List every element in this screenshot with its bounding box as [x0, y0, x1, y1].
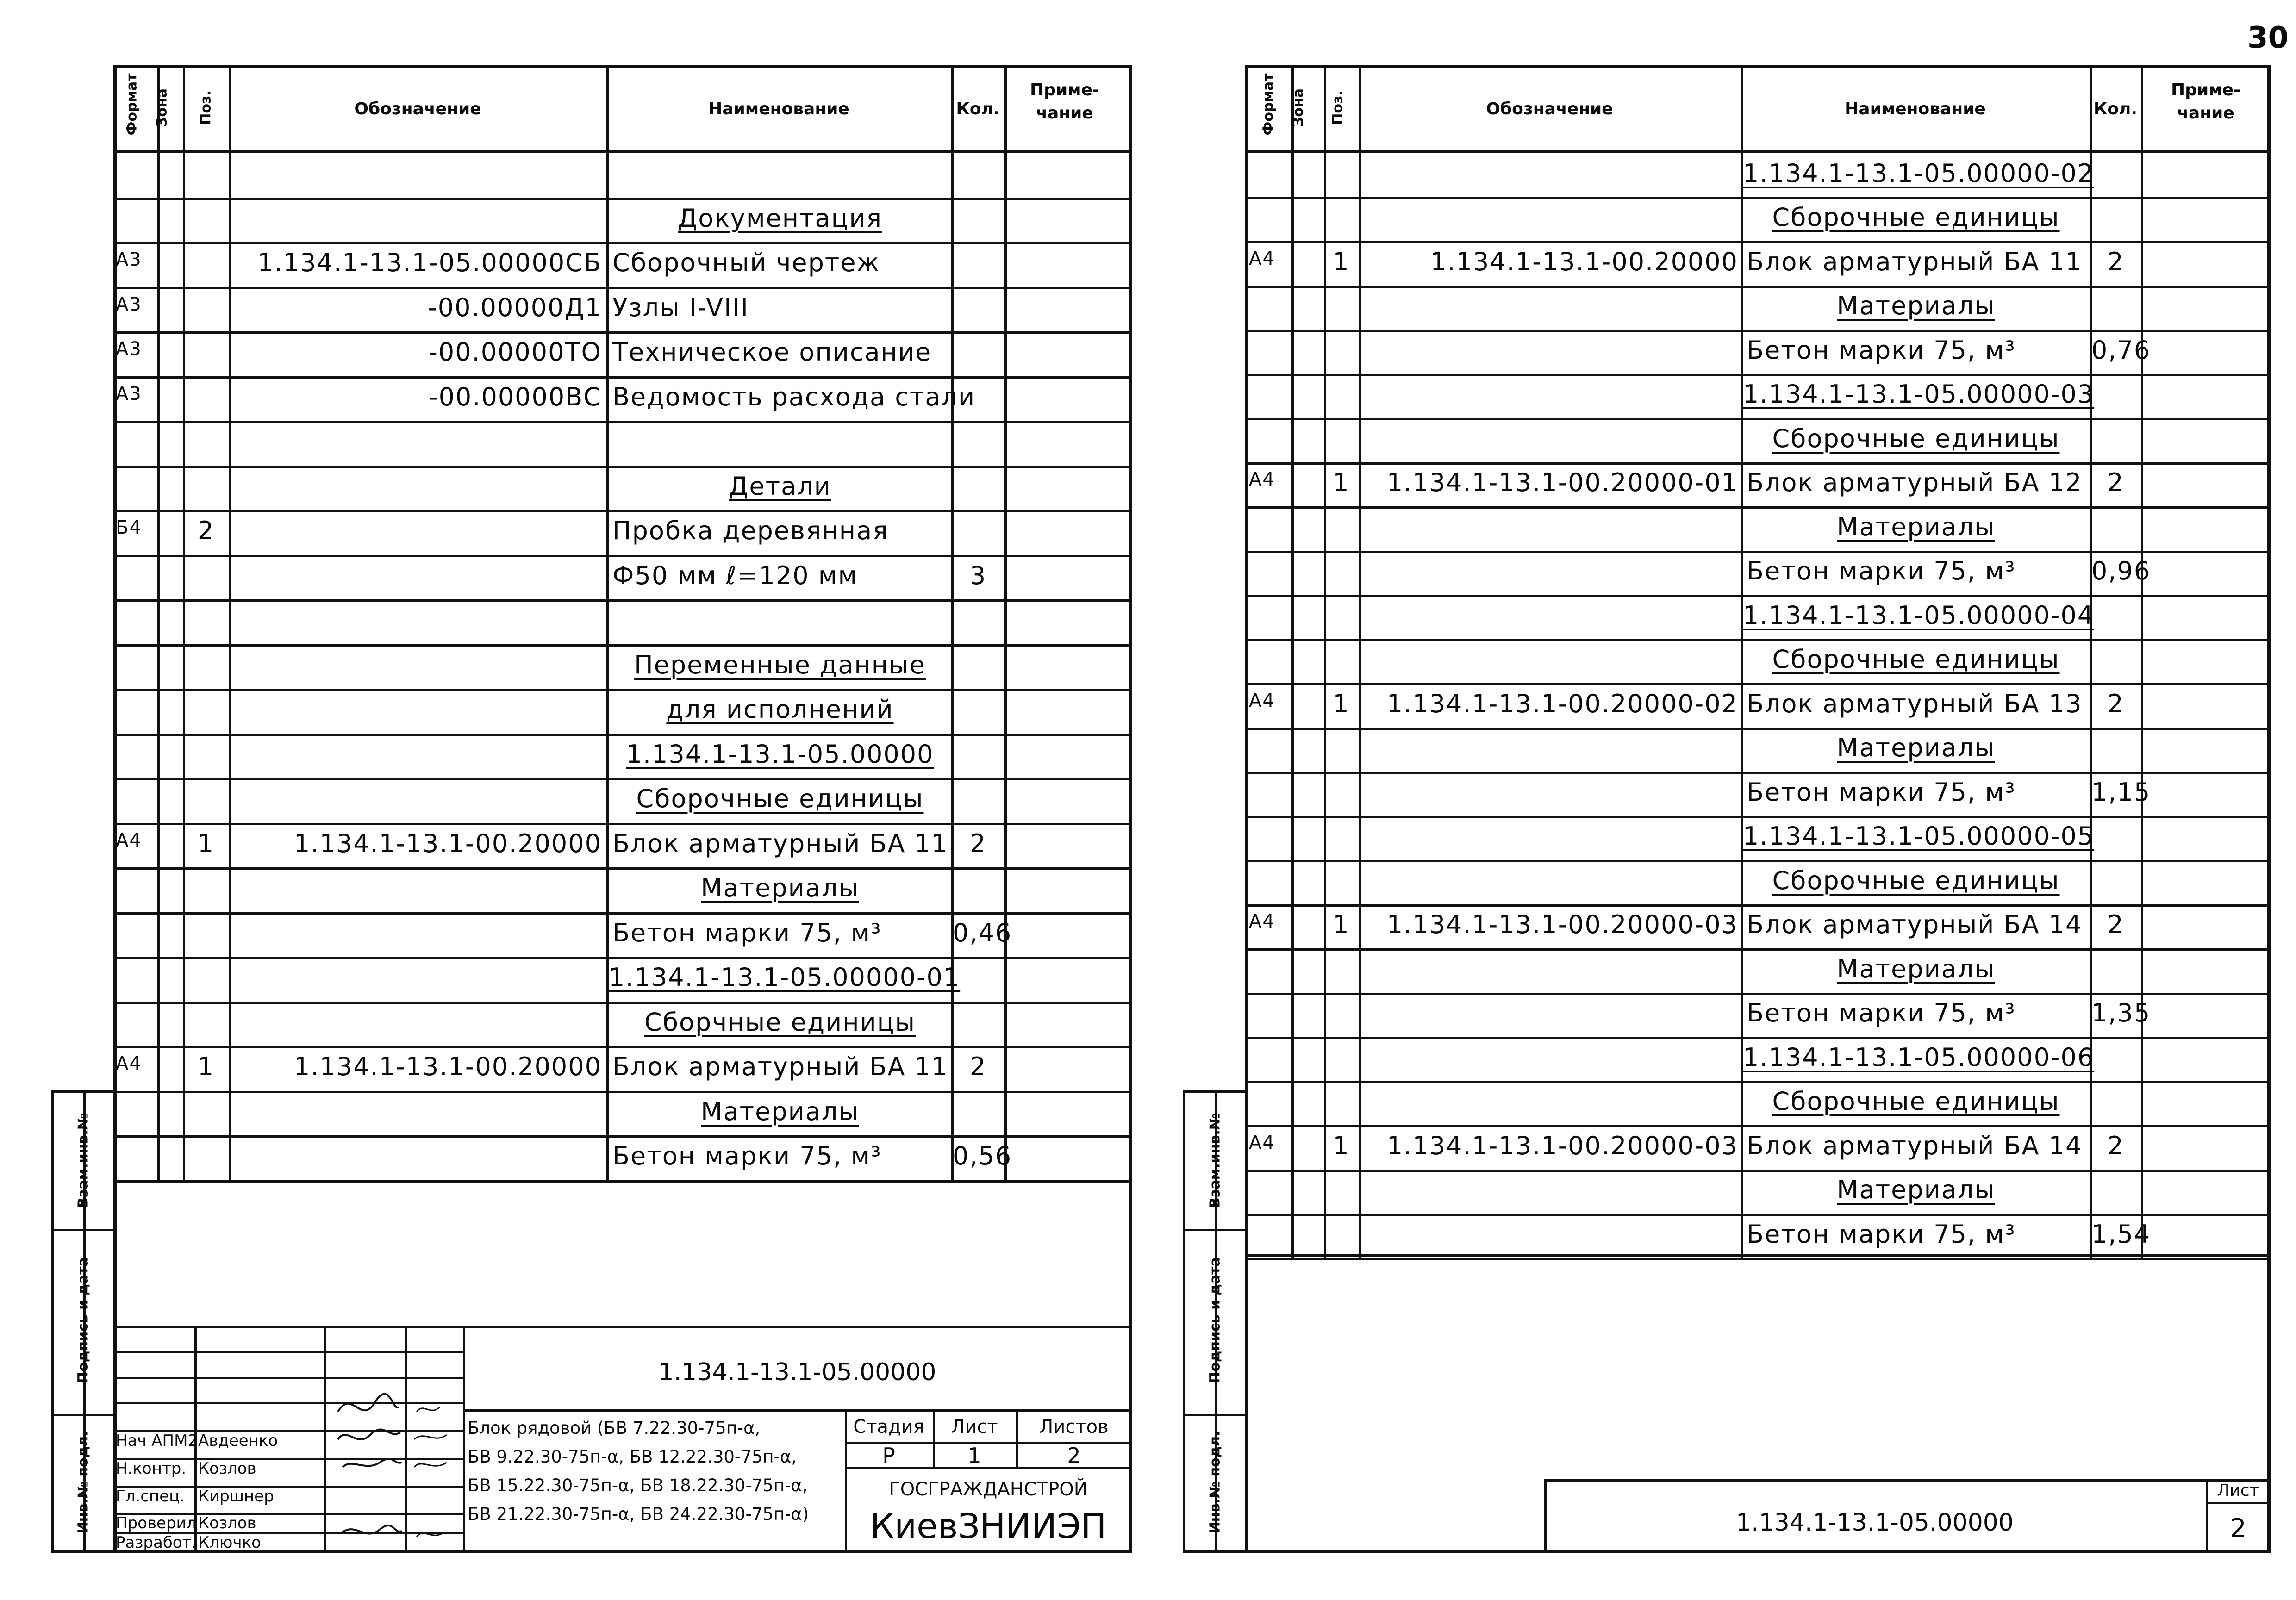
left-des: -00.00000Д1	[428, 293, 602, 322]
left-des: -00.00000ВС	[429, 382, 602, 411]
left-des: 1.134.1-13.1-00.20000	[294, 1052, 602, 1082]
left-fmt: А3	[116, 383, 142, 405]
header-qty: Кол.	[956, 100, 1000, 118]
right-name: 1.134.1-13.1-05.00000-06	[1743, 1042, 2095, 1072]
product-name-line: Блок рядовой (БВ 7.22.30-75п-α,	[468, 1418, 761, 1438]
left-name: 1.134.1-13.1-05.00000	[626, 739, 934, 769]
right-name: Блок арматурный БА 12	[1747, 468, 2083, 498]
right-fmt: А4	[1249, 911, 1275, 933]
right-qty: 2	[2107, 1131, 2124, 1160]
side-label-inv-replace: Взам.инв.№	[75, 1113, 92, 1208]
right-des: 1.134.1-13.1-00.20000-02	[1386, 689, 1738, 718]
right-pos: 1	[1333, 247, 1350, 276]
right-pos: 1	[1333, 689, 1350, 718]
signatures	[324, 1384, 463, 1553]
left-fmt: А4	[116, 829, 142, 851]
header-qty-r: Кол.	[2093, 100, 2138, 118]
right-fmt: А4	[1249, 690, 1275, 711]
signer-role: Н.контр.	[116, 1459, 187, 1478]
header-format-r: Формат	[1260, 73, 1277, 136]
right-qty: 2	[2107, 910, 2124, 940]
right-qty: 0,76	[2091, 335, 2151, 365]
left-name: Техническое описание	[612, 337, 932, 367]
left-fmt: А3	[116, 293, 142, 315]
title-document-code: 1.134.1-13.1-05.00000	[658, 1358, 936, 1386]
left-name: Документация	[678, 203, 882, 233]
right-name: 1.134.1-13.1-05.00000-02	[1743, 158, 2095, 188]
right-name: Бетон марки 75, м³	[1747, 335, 2016, 365]
right-qty: 2	[2107, 468, 2124, 498]
org-top: ГОСГРАЖДАНСТРОЙ	[889, 1479, 1088, 1500]
left-fmt: А3	[116, 338, 142, 360]
right-des: 1.134.1-13.1-00.20000	[1430, 247, 1738, 276]
left-pos: 1	[197, 1052, 215, 1082]
left-des: -00.00000ТО	[428, 337, 602, 367]
left-name: Блок арматурный БА 11	[612, 1052, 948, 1082]
stage-label: Стадия	[853, 1416, 924, 1438]
left-name: Материалы	[701, 873, 859, 903]
right-pos: 1	[1333, 468, 1350, 498]
signer-name: Авдеенко	[198, 1432, 278, 1450]
right-qty: 0,96	[2091, 556, 2151, 586]
left-name: Бетон марки 75, м³	[612, 918, 882, 947]
product-name-line: БВ 21.22.30-75п-α, БВ 24.22.30-75п-α)	[468, 1504, 809, 1524]
right-name: Материалы	[1837, 512, 1995, 542]
left-name: Сборочные единицы	[636, 784, 924, 814]
right-name: Блок арматурный БА 14	[1747, 1131, 2083, 1160]
right-qty: 1,15	[2091, 777, 2151, 807]
right-document-code: 1.134.1-13.1-05.00000	[1736, 1509, 2014, 1537]
signer-name: Ключко	[198, 1533, 261, 1552]
right-name: Сборочные единицы	[1772, 865, 2060, 895]
left-pos: 1	[197, 828, 215, 858]
left-name: Ведомость расхода стали	[612, 382, 976, 411]
signer-role: Нач АПМ2	[116, 1432, 198, 1450]
right-name: 1.134.1-13.1-05.00000-05	[1743, 822, 2095, 851]
signer-name: Киршнер	[198, 1487, 274, 1506]
left-qty: 2	[969, 1052, 987, 1082]
right-name: Бетон марки 75, м³	[1747, 998, 2016, 1028]
right-name: Сборочные единицы	[1772, 1087, 2060, 1116]
side-label-sign-date: Подпись и дата	[75, 1257, 92, 1383]
left-name: Сборчные единицы	[644, 1007, 916, 1037]
left-fmt: А4	[116, 1053, 142, 1075]
left-name: Узлы I-VIII	[612, 293, 749, 322]
right-name: Блок арматурный БА 13	[1747, 689, 2083, 718]
left-name: Блок арматурный БА 11	[612, 828, 948, 858]
right-fmt: А4	[1249, 469, 1275, 491]
right-qty: 2	[2107, 689, 2124, 718]
right-name: 1.134.1-13.1-05.00000-04	[1743, 600, 2095, 630]
left-name: Переменные данные	[634, 650, 926, 679]
left-fmt: А3	[116, 249, 142, 271]
side-label-inv-replace-r: Взам.инв.№	[1207, 1113, 1223, 1208]
right-sheet-value: 2	[2230, 1513, 2246, 1544]
left-pos: 2	[197, 516, 215, 546]
left-qty: 3	[969, 560, 987, 590]
signer-role: Разработ.	[116, 1533, 197, 1552]
sheet-value: 1	[967, 1443, 981, 1468]
header-note: Приме- чание	[1030, 81, 1099, 123]
right-name: Сборочные единицы	[1772, 645, 2060, 674]
left-name: Бетон марки 75, м³	[612, 1141, 882, 1171]
right-name: 1.134.1-13.1-05.00000-03	[1743, 380, 2095, 409]
product-name-line: БВ 15.22.30-75п-α, БВ 18.22.30-75п-α,	[468, 1475, 808, 1495]
right-qty: 2	[2107, 247, 2124, 276]
right-name: Материалы	[1837, 733, 1995, 763]
header-note-r: Приме- чание	[2171, 81, 2240, 123]
product-name-line: БВ 9.22.30-75п-α, БВ 12.22.30-75п-α,	[468, 1447, 797, 1467]
right-fmt: А4	[1249, 1132, 1275, 1153]
header-name: Наименование	[708, 100, 849, 118]
side-label-inv-orig: Инв.№ подл.	[75, 1431, 92, 1534]
left-qty: 2	[969, 828, 987, 858]
header-zone: Зона	[154, 88, 170, 127]
right-name: Сборочные единицы	[1772, 423, 2060, 453]
left-name: Материалы	[701, 1096, 859, 1126]
left-name: Пробка деревянная	[612, 516, 889, 546]
right-pos: 1	[1333, 910, 1350, 940]
header-pos: Поз.	[198, 90, 214, 125]
header-format: Формат	[124, 73, 140, 136]
signer-name: Козлов	[198, 1514, 256, 1532]
left-name: Детали	[729, 471, 831, 501]
right-qty: 1,54	[2091, 1219, 2151, 1249]
header-zone-r: Зона	[1290, 88, 1307, 127]
right-name: Сборочные единицы	[1772, 203, 2060, 232]
right-des: 1.134.1-13.1-00.20000-01	[1386, 468, 1738, 498]
sheets-value: 2	[1067, 1443, 1081, 1468]
side-label-sign-date-r: Подпись и дата	[1207, 1257, 1223, 1383]
right-name: Блок арматурный БА 11	[1747, 247, 2083, 276]
right-qty: 1,35	[2091, 998, 2151, 1028]
right-sheet-label: Лист	[2217, 1481, 2259, 1500]
right-name: Материалы	[1837, 1175, 1995, 1205]
page-number: 30	[2247, 21, 2289, 55]
left-qty: 0,46	[953, 918, 1012, 947]
right-name: Бетон марки 75, м³	[1747, 556, 2016, 586]
left-name: Сборочный чертеж	[612, 248, 880, 278]
right-name: Бетон марки 75, м³	[1747, 1219, 2016, 1249]
org-name: КиевЗНИИЭП	[870, 1507, 1107, 1546]
right-name: Блок арматурный БА 14	[1747, 910, 2083, 940]
right-pos: 1	[1333, 1131, 1350, 1160]
side-label-inv-orig-r: Инв.№ подл.	[1207, 1431, 1223, 1534]
sheets-label: Листов	[1039, 1416, 1109, 1438]
left-des: 1.134.1-13.1-00.20000	[294, 828, 602, 858]
signer-role: Гл.спец.	[116, 1487, 185, 1506]
left-qty: 0,56	[953, 1141, 1012, 1171]
sheet-label: Лист	[951, 1416, 998, 1438]
header-designation: Обозначение	[354, 100, 481, 118]
right-name: Бетон марки 75, м³	[1747, 777, 2016, 807]
left-name: Ф50 мм ℓ=120 мм	[612, 560, 858, 590]
right-fmt: А4	[1249, 248, 1275, 269]
left-name: для исполнений	[666, 695, 894, 724]
right-name: Материалы	[1837, 291, 1995, 321]
header-pos-r: Поз.	[1329, 90, 1346, 125]
stage-value: Р	[882, 1443, 895, 1468]
header-designation-r: Обозначение	[1486, 100, 1613, 118]
signer-role: Проверил	[116, 1514, 197, 1532]
right-des: 1.134.1-13.1-00.20000-03	[1386, 910, 1738, 940]
right-des: 1.134.1-13.1-00.20000-03	[1386, 1131, 1738, 1160]
signer-name: Козлов	[198, 1459, 256, 1478]
right-name: Материалы	[1837, 954, 1995, 984]
left-name: 1.134.1-13.1-05.00000-01	[609, 963, 961, 992]
left-des: 1.134.1-13.1-05.00000СБ	[257, 248, 602, 278]
left-fmt: Б4	[116, 517, 142, 539]
header-name-r: Наименование	[1845, 100, 1986, 118]
